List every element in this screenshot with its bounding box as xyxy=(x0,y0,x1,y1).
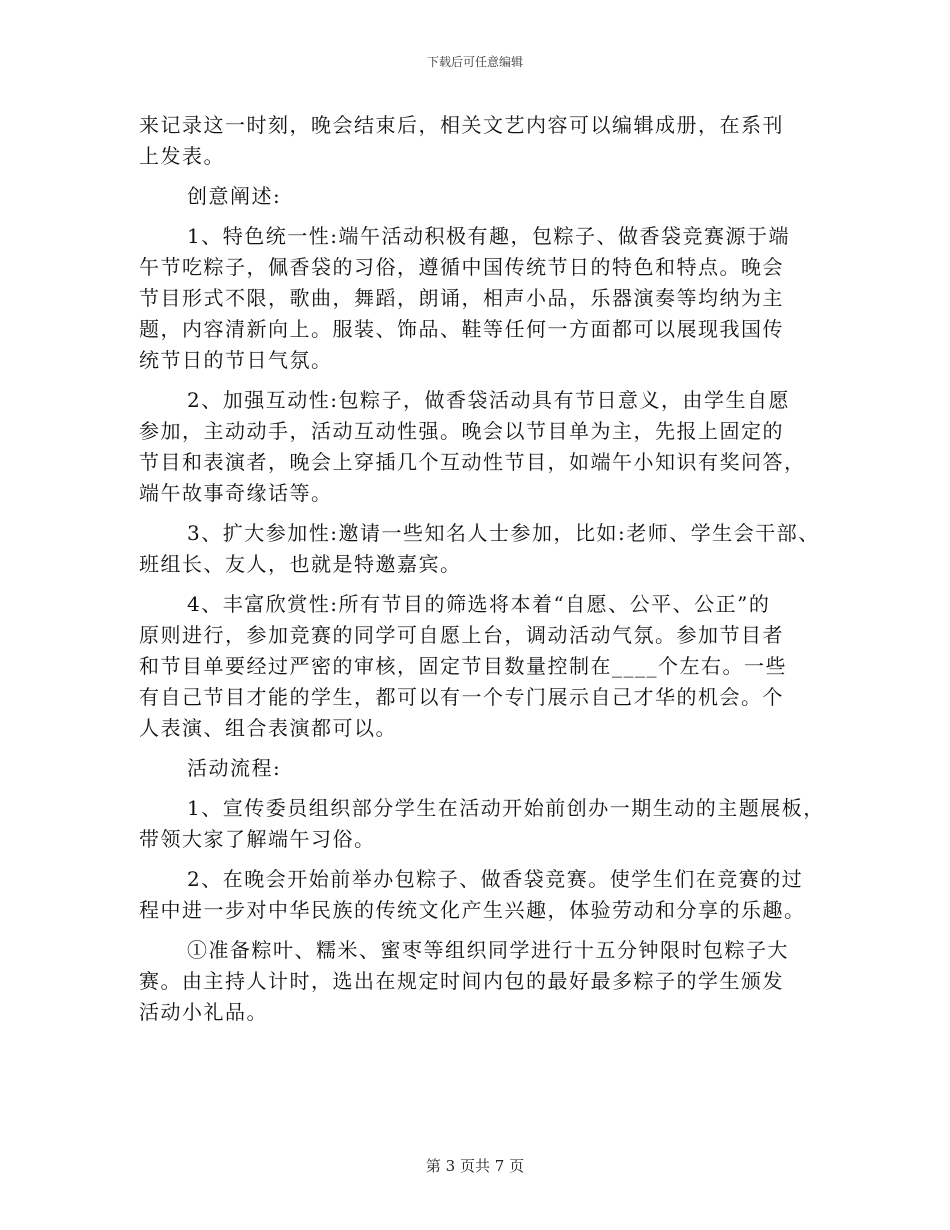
page-header: 下载后可任意编辑 xyxy=(426,55,523,69)
paragraph-line: ①准备粽叶、糯米、蜜枣等组织同学进行十五分钟限时包粽子大 xyxy=(187,938,789,962)
paragraph-line: 参加，主动动手，活动互动性强。晚会以节目单为主，先报上固定的 xyxy=(139,419,784,443)
paragraph-line: 活动小礼品。 xyxy=(139,1000,268,1024)
page-number: 第 3 页共 7 页 xyxy=(425,1157,525,1175)
paragraph-line: 来记录这一时刻，晚会结束后，相关文艺内容可以编辑成册，在系刊 xyxy=(139,113,784,137)
paragraph-line: 带领大家了解端午习俗。 xyxy=(139,827,376,851)
paragraph-line: 程中进一步对中华民族的传统文化产生兴趣，体验劳动和分享的乐趣。 xyxy=(139,898,806,922)
paragraph-line: 2、在晚会开始前举办包粽子、做香袋竞赛。使学生们在竞赛的过 xyxy=(187,867,804,891)
paragraph-line: 人表演、组合表演都可以。 xyxy=(139,716,397,740)
paragraph-line: 班组长、友人，也就是特邀嘉宾。 xyxy=(139,552,462,576)
paragraph-line: 1、特色统一性:端午活动积极有趣，包粽子、做香袋竞赛源于端 xyxy=(187,224,790,248)
paragraph-line: 有自己节目才能的学生，都可以有一个专门展示自己才华的机会。个 xyxy=(139,685,784,709)
paragraph-line: 4、丰富欣赏性:所有节目的筛选将本着“自愿、公平、公正”的 xyxy=(187,592,771,616)
document-body xyxy=(139,110,829,1028)
section-heading-creative: 创意阐述: xyxy=(187,184,282,208)
paragraph-line: 2、加强互动性:包粽子，做香袋活动具有节日意义，由学生自愿 xyxy=(187,388,790,412)
paragraph-line: 原则进行，参加竞赛的同学可自愿上台，调动活动气氛。参加节目者 xyxy=(139,623,784,647)
paragraph-line: 节目和表演者，晚会上穿插几个互动性节目，如端午小知识有奖问答， xyxy=(139,450,806,474)
paragraph-line: 赛。由主持人计时，选出在规定时间内包的最好最多粽子的学生颁发 xyxy=(139,969,784,993)
paragraph-line: 统节日的节日气氛。 xyxy=(139,348,333,372)
paragraph-line: 上发表。 xyxy=(139,144,225,168)
paragraph-line: 题，内容清新向上。服装、饰品、鞋等任何一方面都可以展现我国传 xyxy=(139,317,784,341)
paragraph-line: 3、扩大参加性:邀请一些知名人士参加，比如:老师、学生会干部、 xyxy=(187,521,820,545)
paragraph-line: 端午故事奇缘话等。 xyxy=(139,481,333,505)
paragraph-line: 午节吃粽子，佩香袋的习俗，遵循中国传统节日的特色和特点。晚会 xyxy=(139,255,784,279)
paragraph-line: 1、宣传委员组织部分学生在活动开始前创办一期生动的主题展板， xyxy=(187,796,825,820)
paragraph-line: 节目形式不限，歌曲，舞蹈，朗诵，相声小品，乐器演奏等均纳为主 xyxy=(139,286,784,310)
section-heading-process: 活动流程: xyxy=(187,756,282,780)
paragraph-line: 和节目单要经过严密的审核，固定节目数量控制在____个左右。一些 xyxy=(139,654,787,678)
